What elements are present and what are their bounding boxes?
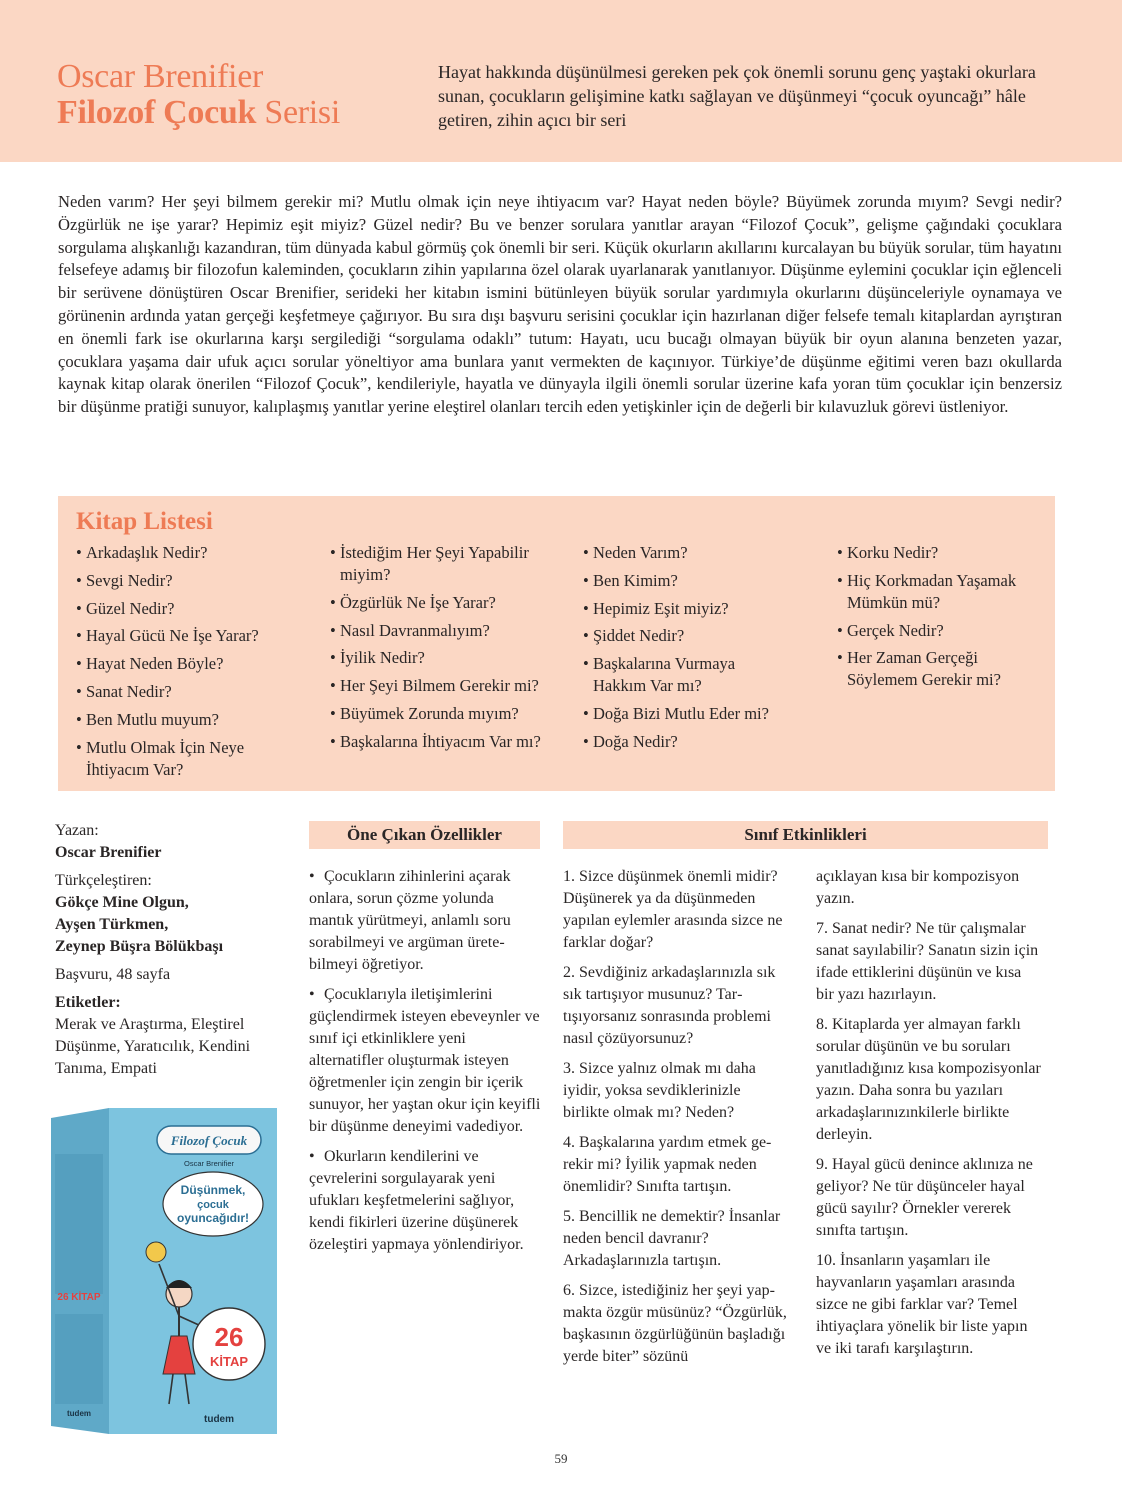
side-count-label: 26 KİTAP [57, 1292, 101, 1303]
book-item: • Sevgi Nedir? [76, 570, 314, 592]
cover-slogan-line: oyuncağıdır! [176, 1211, 250, 1225]
translator-name: Zeynep Büşra Bölükbaşı [55, 938, 224, 955]
book-item: • Ben Mutlu muyum? [76, 709, 314, 731]
book-item: • Sanat Nedir? [76, 681, 314, 703]
book-item: • Doğa Nedir? [583, 731, 821, 753]
book-item: • Özgürlük Ne İşe Yarar? [330, 592, 568, 614]
activity-item: 4. Başkalarına yardım etmek gerekir mi? İyilik yapmak neden önemlidir? Sınıfta tartışın. [563, 1134, 772, 1195]
activity-item: 1. Sizce düşünmek önemli midir? Düşünerek ya da düşünmeden yapılan eylemler arasında sizce ne farklar doğar? [563, 868, 783, 951]
bullet-icon: • [309, 868, 315, 885]
book-list-title: Kitap Listesi [76, 508, 213, 535]
book-item: • Neden Varım? [583, 542, 821, 564]
book-info: Başvuru, 48 sayfa [55, 966, 171, 983]
box-set-cover-image [51, 1104, 277, 1436]
activity-item: 2. Sevdiğiniz arkadaşlarınızla sık sık tartışıyor musunuz? Tartışıyorsanız sonrasında problemi nasıl çözüyorsunuz? [563, 964, 776, 1047]
series-title-bold: Filozof Çocuk [57, 94, 257, 131]
activity-item: açıklayan kısa bir kompozisyon yazın. [816, 868, 1020, 907]
feature-item [309, 984, 541, 1138]
features-list [309, 866, 541, 1264]
author-label: Yazan: [55, 822, 99, 839]
book-item: • Şiddet Nedir? [583, 625, 821, 647]
feature-text: Çocuklarıyla iletişimlerini güçlendirmek isteyen ebeveynler ve sınıf içi etkinliklere yeni alternatifler oluşturmak isteyen öğretmenler için zengin bir içerik sunuyor, her yaştan okur için keyifli bir düşünme deneyimi vadediyor. [309, 986, 541, 1135]
cover-slogan-line: Düşünmek, [180, 1183, 246, 1197]
book-item: • Korku Nedir? [837, 542, 1075, 564]
book-item: • İstediğim Her Şeyi Yapabilir miyim? [330, 542, 562, 586]
cover-count-number: 26 [214, 1322, 244, 1352]
book-item: • Büyümek Zorunda mıyım? [330, 703, 568, 725]
book-list-column-1 [76, 542, 314, 786]
side-book-spines [55, 1154, 103, 1294]
book-item: • Hayat Neden Böyle? [76, 653, 314, 675]
cover-author-text: Oscar Brenifier [183, 1159, 235, 1168]
activities-column-2 [816, 866, 1042, 1368]
book-item: • Başkalarına Vurmaya Hakkım Var mı? [583, 653, 773, 697]
translators-label: Türkçeleştiren: [55, 872, 152, 889]
activity-item: 8. Kitaplarda yer almayan farklı sorular düşünün ve bu soruları yanıtladığınız kısa kompozisyonlar yazın. Daha sonra bu yazıları arkadaşlarınızınkilerle birlikte derleyin. [816, 1016, 1041, 1143]
intro-paragraph: Neden varım? Her şeyi bilmem gerekir mi? Mutlu olmak için neye ihtiyacım var? Hayat neden böyle? Büyümek zorunda mıyım? Sevgi nedir? Özgürlük ne işe yarar? Hepimiz eşit miyiz? Güzel nedir? Bu ve benzer sorulara yanıtlar arayan “Filozof Çocuk”, gelişme çağındaki çocuklara sorgulama alışkanlığı kazandıran, tüm dünyada kabul görmüş çok önemli bir seri. Küçük okurların akıllarını kurcalayan bu büyük sorular, tüm hayatını felsefeye adamış bir filozofun kaleminden, çocukların zihin yapılarına özel olarak uyarlanarak yanıtlanıyor. Düşünme eylemini çocuklar için eğlenceli bir serüvene dönüştüren Oscar Brenifier, serideki her kitabın ismini bütünleyen büyük sorular yardımıyla okurlarını düşünceleriyle oynamaya ve görünenin ardında yatan gerçeği keşfetmeye çağırıyor. Bu sıra dışı başvuru serisini çocuklar için hazırlanan diğer felsefe temalı kitaplardan ayrıştıran en önemli fark ise okurlarına karşı sergilediği “sorgulama odaklı” tutum: Hayatı, ucu bucağı olmayan büyük bir oyun alanına benzeten yazar, çocuklara yaşama dair ufuk açıcı sorular yöneltiyor ama bunlara yanıt vermekten de kaçınıyor. Türkiye’de düşünme eğitimi veren bazı okullarda kaynak kitap olarak önerilen “Filozof Çocuk”, kendileriyle, hayatla ve dünyayla ilgili önemli sorular üzerine kafa yoran tüm çocuklar için benzersiz bir düşünme pratiği sunuyor, kalıplaşmış yanıtlar yerine eleştirel olanları tercih eden yetişkinler için de değerli bir kılavuzluk görevi üstleniyor. [58, 192, 1062, 417]
cover-publisher-logo: tudem [204, 1414, 234, 1425]
box-set-illustration [51, 1104, 277, 1436]
book-item: • Başkalarına İhtiyacım Var mı? [330, 731, 568, 753]
book-item: • Her Şeyi Bilmem Gerekir mi? [330, 675, 568, 697]
book-item: • Nasıl Davranmalıyım? [330, 620, 568, 642]
series-title [57, 94, 340, 132]
bullet-icon: • [309, 1148, 315, 1165]
book-item: • Doğa Bizi Mutlu Eder mi? [583, 703, 821, 725]
cover-slogan-line: çocuk [197, 1199, 229, 1211]
author-title: Oscar Brenifier [57, 58, 264, 95]
activity-item: 6. Sizce, istediğiniz her şeyi yapmakta özgür müsünüz? “Özgürlük, başkasının özgürlüğünün başladığı yerde biter” sözünü [563, 1282, 787, 1365]
feature-item [309, 866, 541, 976]
book-item: • Her Zaman Gerçeği Söylemem Gerekir mi? [837, 647, 1027, 691]
box-front-panel [109, 1108, 277, 1434]
translator-name: Ayşen Türkmen, [55, 916, 169, 933]
activity-item: 3. Sizce yalnız olmak mı daha iyidir, yoksa sevdiklerinizle birlikte olmak mı? Neden? [563, 1060, 756, 1121]
features-heading: Öne Çıkan Özellikler [309, 821, 540, 849]
page-number: 59 [554, 1451, 568, 1466]
series-tagline: Hayat hakkında düşünülmesi gereken pek çok önemli sorunu genç yaştaki okurlara sunan, çocukların gelişimine katkı sağlayan ve düşünmeyi “çocuk oyuncağı” hâle getiren, zihin açıcı bir seri [438, 62, 1036, 130]
book-list-column-4 [837, 542, 1075, 697]
book-list-box [58, 496, 1055, 791]
feature-item [309, 1146, 541, 1256]
activity-item: 10. İnsanların yaşamları ile hayvanların yaşamları arasında sizce ne gibi farklar var? Temel ihtiyaçlara yönelik bir liste yapın ve iki tarafı karşılaştırın. [816, 1252, 1028, 1357]
feature-text: Çocukların zihinlerini açarak onlara, sorun çözme yolunda mantık yürütmeyi, anlamlı soru sorabilmeyi ve argüman üretebilmeyi öğretiyor. [309, 868, 511, 973]
activity-item: 9. Hayal gücü denince aklınıza ne geliyor? Ne tür düşünceler hayal gücü sayılır? Örnekler vererek sınıfta tartışın. [816, 1156, 1033, 1239]
book-list-column-2 [330, 542, 568, 759]
series-title-rest: Serisi [256, 94, 340, 131]
activities-column-1 [563, 866, 789, 1376]
book-item: • İyilik Nedir? [330, 647, 568, 669]
book-item: • Güzel Nedir? [76, 598, 314, 620]
book-item: • Arkadaşlık Nedir? [76, 542, 314, 564]
side-publisher-logo: tudem [67, 1409, 91, 1418]
activities-heading: Sınıf Etkinlikleri [563, 821, 1048, 849]
cover-series-text: Filozof Çocuk [170, 1133, 248, 1148]
book-item: • Gerçek Nedir? [837, 620, 1075, 642]
cover-ball [146, 1242, 166, 1262]
book-item: • Mutlu Olmak İçin Neye İhtiyacım Var? [76, 737, 266, 781]
activity-item: 5. Bencillik ne demektir? İnsanlar neden bencil davranır? Arkadaşlarınızla tartışın. [563, 1208, 781, 1269]
book-item: • Ben Kimim? [583, 570, 821, 592]
translator-name: Gökçe Mine Olgun, [55, 894, 189, 911]
tags-list: Merak ve Araştırma, Eleştirel Düşünme, Yaratıcılık, Kendini Tanıma, Empati [55, 1016, 251, 1077]
feature-text: Okurların kendilerini ve çevrelerini sorgulayarak yeni ufukları keşfetmelerini sağlıyor, kendi fikirleri üzerine düşünerek özeleştiri yapmaya yönlendiriyor. [309, 1148, 524, 1253]
book-meta [55, 820, 285, 1080]
tags-label: Etiketler: [55, 994, 121, 1011]
book-item: • Hayal Gücü Ne İşe Yarar? [76, 625, 314, 647]
book-item: • Hepimiz Eşit miyiz? [583, 598, 821, 620]
side-book-spines-lower [55, 1314, 103, 1404]
header-band [0, 0, 1122, 162]
bullet-icon: • [309, 986, 315, 1003]
activity-item: 7. Sanat nedir? Ne tür çalışmalar sanat sayılabilir? Sanatın sizin için ifade ettiklerini düşünün ve kısa bir yazı hazırlayın. [816, 920, 1039, 1003]
cover-count-word: KİTAP [209, 1354, 249, 1369]
author-name: Oscar Brenifier [55, 844, 162, 861]
book-list-column-3 [583, 542, 821, 759]
book-item: • Hiç Korkmadan Yaşamak Mümkün mü? [837, 570, 1047, 614]
